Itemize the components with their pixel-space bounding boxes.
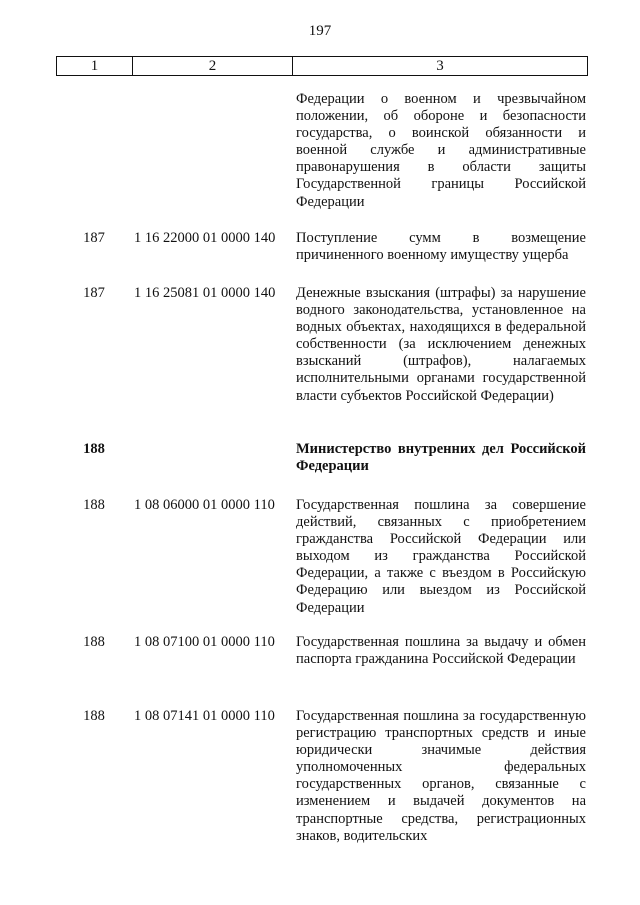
admin-code: 188 bbox=[83, 708, 105, 724]
admin-code: 187 bbox=[83, 285, 105, 301]
budget-code: 1 16 25081 01 0000 140 bbox=[134, 285, 276, 301]
admin-code: 188 bbox=[83, 497, 105, 513]
row-description: Государственная пошлина за выдачу и обмен паспорта гражданина Российской Федерации bbox=[296, 634, 586, 668]
header-col-3: 3 bbox=[436, 58, 444, 74]
header-col-2: 2 bbox=[133, 57, 293, 75]
budget-code: 1 08 06000 01 0000 110 bbox=[134, 497, 275, 513]
row-description: Денежные взыскания (штрафы) за нарушение водного законодательства, установленное на водных объектах, находящихся в федеральной собственности (за исключением денежных взысканий (штрафов), налагаемых исполнительными органами государственной власти субъектов Российской Федерации) bbox=[296, 285, 586, 404]
page-number: 197 bbox=[308, 23, 332, 39]
admin-code: 187 bbox=[83, 230, 105, 246]
budget-code: 1 08 07141 01 0000 110 bbox=[134, 708, 275, 724]
ministry-heading: Министерство внутренних дел Российской Федерации bbox=[296, 441, 586, 475]
table-header bbox=[56, 56, 588, 76]
budget-code: 1 16 22000 01 0000 140 bbox=[134, 230, 276, 246]
row-description: Федерации о военном и чрезвычайном положении, об обороне и безопасности государства, о воинской обязанности и военной службе и административные правонарушения в области защиты Государственной границы Российской Федерации bbox=[296, 91, 586, 210]
admin-code: 188 bbox=[83, 634, 105, 650]
row-description: Поступление сумм в возмещение причиненного военному имуществу ущерба bbox=[296, 230, 586, 264]
row-description: Государственная пошлина за совершение действий, связанных с приобретением гражданства Российской Федерации или выходом из гражданства Российской Федерации, а также с въездом в Российскую Федерацию или выездом из Российской Федерации bbox=[296, 497, 586, 616]
admin-code: 188 bbox=[83, 441, 105, 457]
budget-code: 1 08 07100 01 0000 110 bbox=[134, 634, 275, 650]
row-description: Государственная пошлина за государственную регистрацию транспортных средств и иные юридически значимые действия уполномоченных федеральных государственных органов, связанные с изменением и выдачей документов на транспортные средства, регистрационных знаков, водительских bbox=[296, 708, 586, 844]
header-col-1: 1 bbox=[57, 57, 133, 75]
